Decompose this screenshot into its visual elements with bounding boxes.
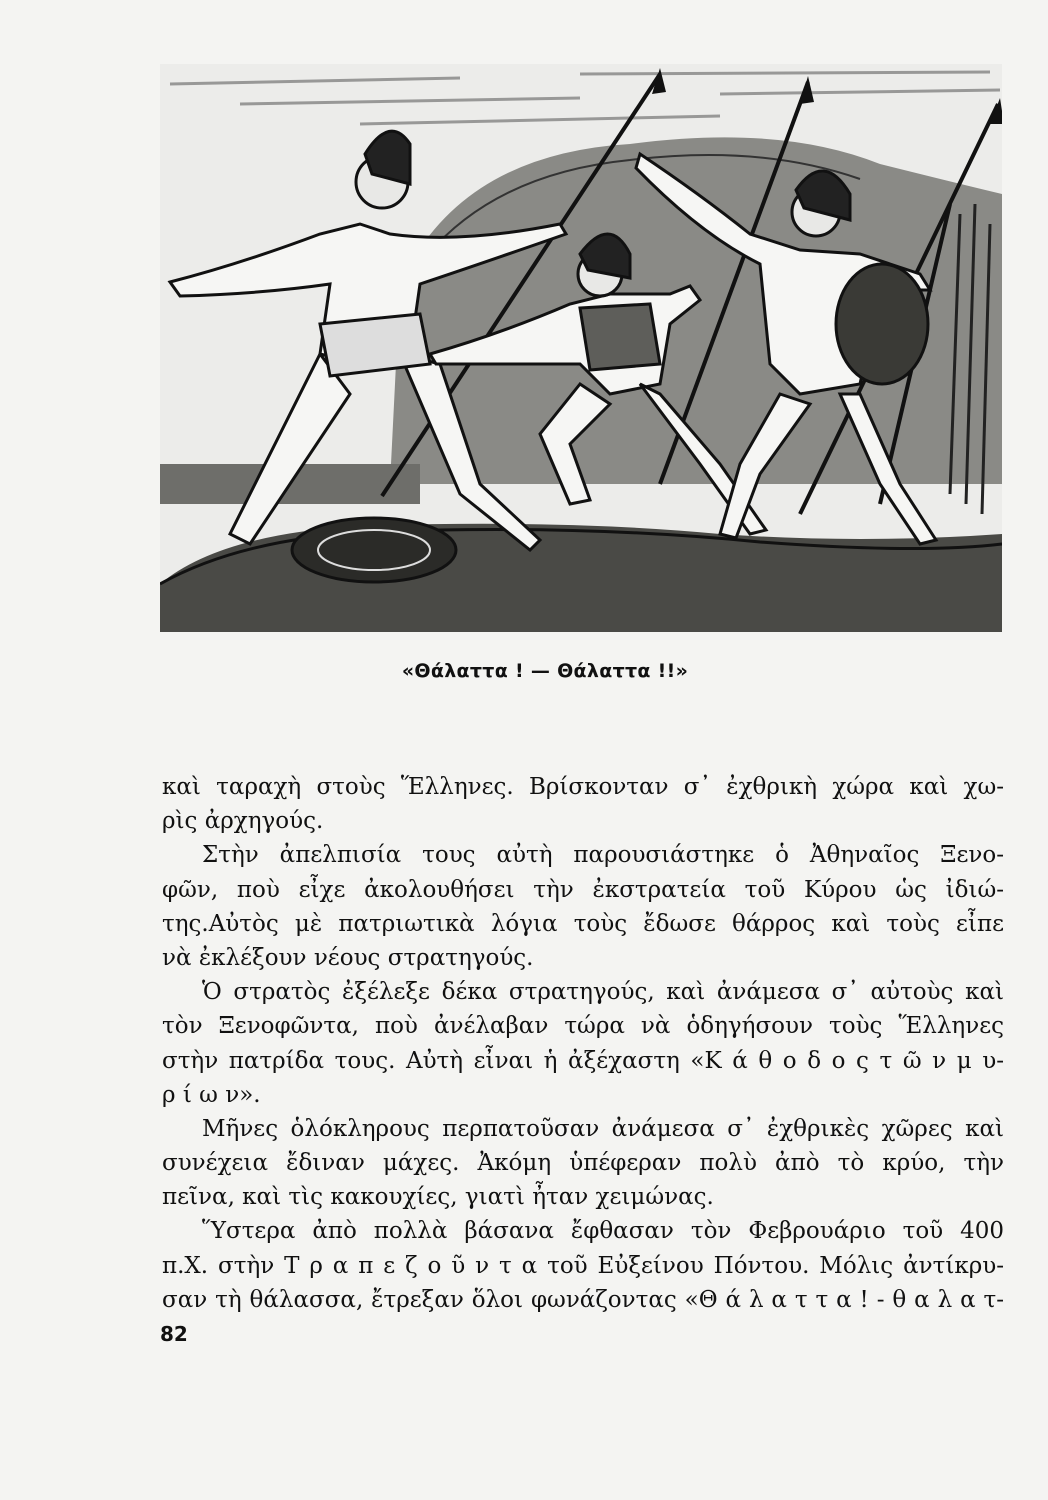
soldiers-drawing — [160, 64, 1002, 632]
text-line: πεῖνα, καὶ τὶς κακουχίες, γιατὶ ἦταν χειμώνας. — [162, 1184, 714, 1211]
illustration-greek-soldiers — [160, 64, 1002, 632]
text-line: της.Αὐτὸς μὲ πατριωτικὰ λόγια τοὺς ἔδωσε θάρρος καὶ τοὺς εἶπε — [162, 910, 1004, 937]
text-line: π.Χ. στὴν Τ ρ α π ε ζ ο ῦ ν τ α τοῦ Εὐξείνου Πόντου. Μόλις ἀντίκρυ- — [162, 1252, 1004, 1279]
text-line: σαν τὴ θάλασσα, ἔτρεξαν ὅλοι φωνάζοντας «Θ ά λ α τ τ α ! - θ α λ α τ- — [162, 1286, 1004, 1313]
text-line: τὸν Ξενοφῶντα, ποὺ ἀνέλαβαν τώρα νὰ ὁδηγήσουν τοὺς Ἕλληνες — [162, 1013, 1004, 1040]
text-line: καὶ ταραχὴ στοὺς Ἕλληνες. Βρίσκονταν σ᾿ ἐχθρικὴ χώρα καὶ χω- — [162, 774, 1004, 800]
text-line: ρὶς ἀρχηγούς. — [162, 808, 324, 835]
text-line: φῶν, ποὺ εἶχε ἀκολουθήσει τὴν ἐκστρατεία τοῦ Κύρου ὡς ἰδιώ- — [162, 876, 1004, 903]
text-line: Ὁ στρατὸς ἐξέλεξε δέκα στρατηγούς, καὶ ἀνάμεσα σ᾿ αὐτοὺς καὶ — [202, 979, 1004, 1006]
text-line: ρ ί ω ν». — [162, 1081, 261, 1108]
text-line: συνέχεια ἔδιναν μάχες. Ἀκόμη ὑπέφεραν πολὺ ἀπὸ τὸ κρύο, τὴν — [162, 1150, 1004, 1177]
text-line: Ὕστερα ἀπὸ πολλὰ βάσανα ἔφθασαν τὸν Φεβρουάριο τοῦ 400 — [202, 1218, 1004, 1245]
page-number: 82 — [160, 1322, 188, 1346]
text-line: Μῆνες ὁλόκληρους περπατοῦσαν ἀνάμεσα σ᾿ ἐχθρικὲς χῶρες καὶ — [202, 1115, 1004, 1142]
illustration-caption: «Θάλαττα ! — Θάλαττα !!» — [401, 660, 689, 682]
text-line: νὰ ἐκλέξουν νέους στρατηγούς. — [162, 944, 534, 971]
text-line: Στὴν ἀπελπισία τους αὐτὴ παρουσιάστηκε ὁ Ἀθηναῖος Ξενο- — [202, 842, 1004, 869]
text-line: στὴν πατρίδα τους. Αὐτὴ εἶναι ἡ ἀξέχαστη «Κ ά θ ο δ ο ς τ ῶ ν μ υ- — [162, 1047, 1004, 1074]
body-text — [162, 770, 1004, 1317]
